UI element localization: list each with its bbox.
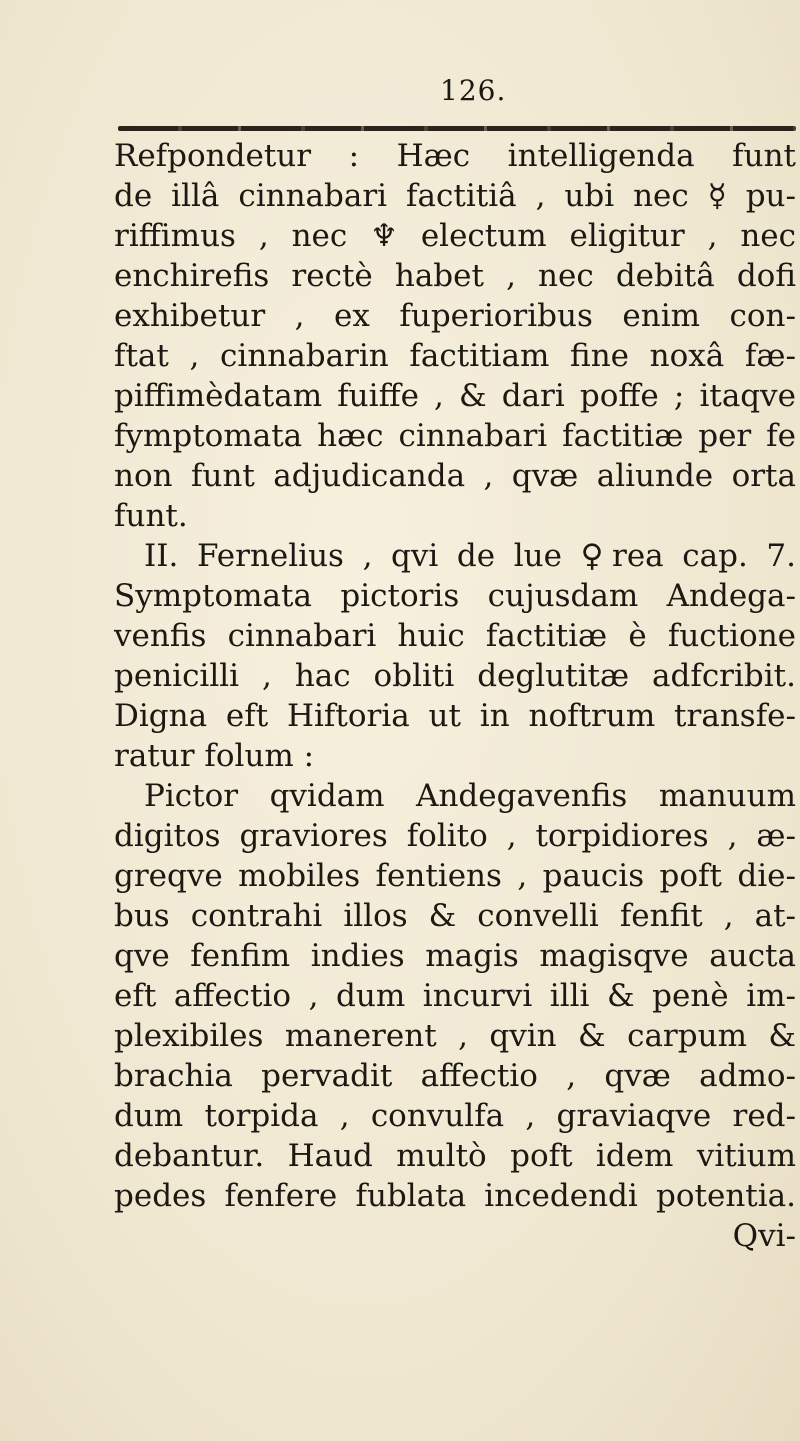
text-line: qve fenfim indies magis magisqve aucta bbox=[114, 938, 796, 974]
text-line: Refpondetur : Hæc intelligenda funt bbox=[114, 138, 796, 174]
text-line: non funt adjudicanda , qvæ aliunde orta bbox=[114, 458, 796, 494]
text-line: eft affectio , dum incurvi illi & penè im- bbox=[114, 978, 796, 1014]
text-line: venfis cinnabari huic factitiæ è fuctione bbox=[114, 618, 796, 654]
text-line: riffimus , nec ♆ electum eligitur , nec bbox=[114, 218, 796, 254]
text-line: dum torpida , convulfa , graviaqve red- bbox=[114, 1098, 796, 1134]
text-line: ratur folum : bbox=[114, 738, 315, 774]
text-line: de illâ cinnabari factitiâ , ubi nec ☿ pu- bbox=[114, 178, 796, 214]
page-number: 126. bbox=[440, 74, 507, 107]
text-line: piffimèdatam fuiffe , & dari poffe ; itaqve bbox=[114, 378, 796, 414]
text-line: Pictor qvidam Andegavenfis manuum bbox=[144, 778, 796, 814]
text-line: penicilli , hac obliti deglutitæ adfcribit. bbox=[114, 658, 796, 694]
text-line: Symptomata pictoris cujusdam Andega- bbox=[114, 578, 796, 614]
text-line: II. Fernelius , qvi de lue ♀rea cap. 7. bbox=[144, 538, 796, 574]
text-line: digitos graviores folito , torpidiores , æ- bbox=[114, 818, 796, 854]
text-line: ftat , cinnabarin factitiam fine noxâ fæ- bbox=[114, 338, 796, 374]
text-line: Digna eft Hiftoria ut in noftrum transfe- bbox=[114, 698, 796, 734]
body-text bbox=[114, 136, 796, 1256]
text-line: greqve mobiles fentiens , paucis poft die- bbox=[114, 858, 796, 894]
text-line: enchirefis rectè habet , nec debitâ dofi bbox=[114, 258, 796, 294]
text-line: bus contrahi illos & convelli fenfit , at- bbox=[114, 898, 796, 934]
text-line: debantur. Haud multò poft idem vitium bbox=[114, 1138, 796, 1174]
text-line: fymptomata hæc cinnabari factitiæ per fe bbox=[114, 418, 796, 454]
catchword: Qvi- bbox=[732, 1218, 796, 1254]
text-line: exhibetur , ex fuperioribus enim con- bbox=[114, 298, 796, 334]
text-line: brachia pervadit affectio , qvæ admo- bbox=[114, 1058, 796, 1094]
text-line: funt. bbox=[114, 498, 188, 534]
text-line: plexibiles manerent , qvin & carpum & bbox=[114, 1018, 796, 1054]
text-line: pedes fenfere fublata incedendi potentia. bbox=[114, 1178, 796, 1214]
header-rule bbox=[118, 126, 796, 131]
